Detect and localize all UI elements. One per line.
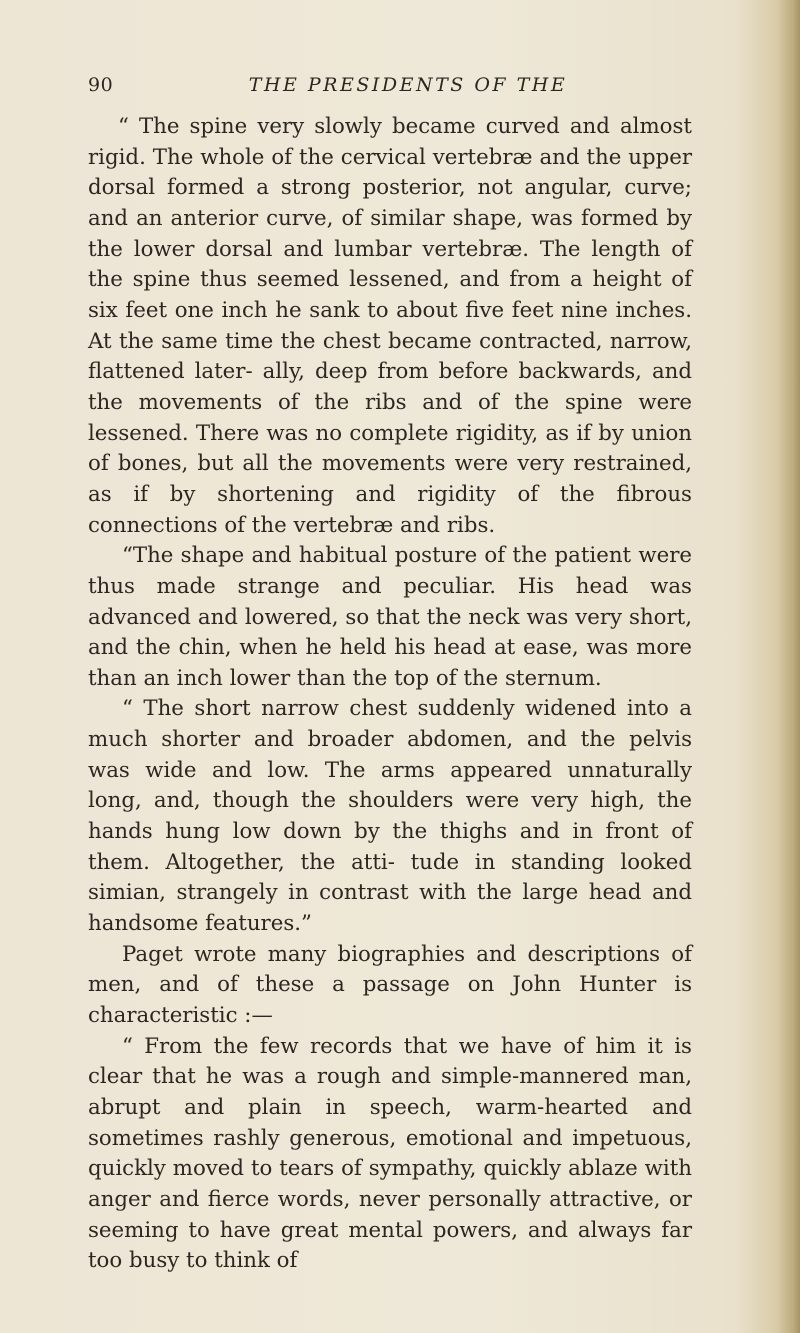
paragraph: “The shape and habitual posture of the patient were thus made strange and peculiar. His head was advanced and lowered, so that the neck was very short, and the chin, when he held his head at ease, was more than an inch lower than the top of the sternum. [88,543,692,691]
running-title: THE PRESIDENTS OF THE [248,74,568,96]
paragraph: “ From the few records that we have of him it is clear that he was a rough and simple-mannered man, abrupt and plain in speech, warm-hearted and sometimes rashly generous, emotional and impetuous, quickly moved to tears of sympathy, quickly ablaze with anger and fierce words, never personally attractive, or seeming to have great mental powers, and always far too busy to think of [88,1033,692,1274]
paragraph: “ The spine very slowly became curved and almost rigid. The whole of the cervical vertebræ and the upper dorsal formed a strong posterior, not angular, curve; and an anterior curve, of similar shape, was formed by the lower dorsal and lumbar vertebræ. The length of the spine thus seemed lessened, and from a height of six feet one inch he sank to about five feet nine inches. At the same time the chest became contracted, narrow, flattened later- ally, deep from before backwards, and the movements of the ribs and of the spine were lessened. There was no complete rigidity, as if by union of bones, but all the movements were very restrained, as if by shortening and rigidity of the fibrous connections of the vertebræ and ribs. [88,114,692,538]
page-number: 90 [88,74,114,96]
body-text [88,112,692,1277]
page-edge-shadow [778,0,800,1333]
paragraph: Paget wrote many biographies and descriptions of men, and of these a passage on John Hunter is characteristic :— [88,941,692,1029]
paragraph: “ The short narrow chest suddenly widened into a much shorter and broader abdomen, and the pelvis was wide and low. The arms appeared unnaturally long, and, though the shoulders were very high, the hands hung low down by the thighs and in front of them. Altogether, the atti- tude in standing looked simian, strangely in contrast with the large head and handsome features.” [88,696,692,937]
running-head [88,74,688,104]
